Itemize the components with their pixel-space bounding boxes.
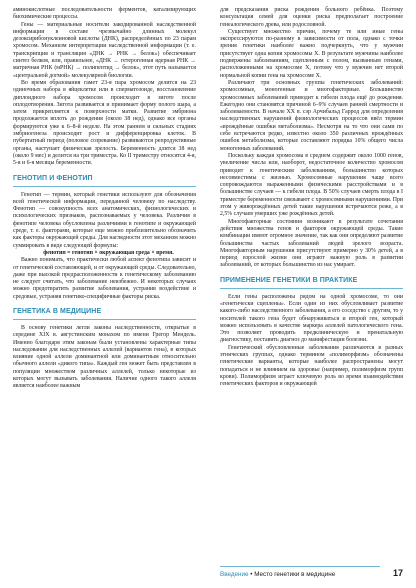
paragraph-gametes: Во время образования гамет 23-я пара хромосом делится на 23 одиночных набора в яйцеклетке или в сперматозоиде, восстановление диплоидного набора хромосом происходит в зиготе после оплодотворения. Зигота развивается и принимает форму полого шара, а затем прикрепляется к поверхности матки. Развитие эмбриона продолжается вплоть до рождения (около 38 нед), однако все органы формируются уже к 6–8-й неделе. На этом раннем и сильных стадиях эмбриогенеза происходит рост и дифференцировка клеток. В пубертатный период (половое созревание) развиваются репродуктивные органы, наступает физическая зрелость. Беременность длится 38 нед (около 9 мес) и делится на три триместра. Ко II триместру относятся 4-я, 5-я и 6-я месяцы беременности. (13, 79, 196, 167)
footer-chapter: Место генетики в медицине (254, 571, 336, 578)
paragraph: для предсказания риска рождения больного ребёнка. Поэтому консультация семей для оценки риска предполагает построение генеалогического древа, или родословной. (220, 7, 403, 28)
footer-section: Введение (220, 571, 249, 578)
paragraph-linkage: Если гены расположены рядом на одной хромосоме, то они «генетически сцеплены». Если один из них обусловливает развитие какого-либо наследственного заболевания, а его соседство с другим, то у носителей такого гена будет обнаруживаться и второй ген, который можно использовать в качестве маркера аллелей патологического гена. Это позволяет проводить предклиническую и пренатальную диагностику, поставить диагноз до манифестации болезни. (220, 293, 403, 344)
paragraph-genes: Гены — материальные носители закодированной наследственной информации в составе чрезвычайно длинных молекул дезоксирибонуклеиновой кислоты (ДНК), распределённых по 23 парам хромосом. Механизм интерпретации наследственной информации (т. е. транскрипция и трансляция «ДНК → РНК → белок») обеспечивает синтез белков, или, правильнее, «ДНК → гетерогенная ядерная РНК → матричная РНК (мРНК) → полипептид → белок», этот путь называется «центральной догмой» молекулярной биологии. (13, 21, 196, 79)
paragraph-polymorphism: Генетический обусловленные заболевания различаются в разных этнических группах, однако термином «полиморфизм» обозначены генетические варианты, которые наиболее распространены могут попадаться и не влиянием на здоровье (например, полиморфизм групп крови). Полиморфизм играет ключевую роль во время взаимодействия генетических факторов и окружающей (220, 344, 403, 388)
paragraph-chromosomes: Поскольку каждая хромосома в среднем содержит около 1000 генов, увеличение числа или, наоборот, недостаточное количество хромосом приводит к генетическим заболеваниям, большинство которых несовместимы с жизнью. Хромосомные нарушения чаще всего сопровождаются выраженными физическими расстройствами и в большинстве случаев — к гибели плода. В 50% случаев смерть плода в I триместре беременности связывают с хромосомными нарушениями. При этом у живорождённых детей такие нарушения встречаются реже, а в 2,5% случаев умерших уже рождённых детей. (220, 152, 403, 218)
footer-rule (220, 566, 380, 567)
section-heading-genetics-in-medicine: ГЕНЕТИКА В МЕДИЦИНЕ (13, 308, 196, 320)
paragraph-sex-linked: Существует множество причин, почему те или иные гены экспрессируются по-разному в зависимости от пола, однако с точки зрения генетики наиболее важно подчеркнуть, что у мужчин присутствует одна копия хромосомы X. В результате мужчины наиболее подвержены заболеваниям, сцепленным с полом, вызванным генами, расположенными на хромосоме X, потому что у мужчин нет второй нормальной копии гена на хромосоме X. (220, 28, 403, 79)
page-footer (220, 568, 403, 582)
paragraph: аминокислотные последовательности ферментов, катализирующих биохимические процессы. (13, 7, 196, 21)
paragraph-mendel: В основу генетики легли законы наследственности, открытые в середине XIX в. августинским монахом по имени Грегор Мендель. Именно благодаря этим законам были установлены характерные типы наследования для наследственных аллелей (вариантов гена), в которых влияние одной аллели доминантной или доминантным относительно обычного аллели «дикого типа». Каждый ген может быть представлен в популяции множеством различных аллелей, только некоторые из которых могут вызывать заболевания. Наличие одного такого аллеля является наиболее важным (13, 324, 196, 390)
running-footer (220, 571, 335, 578)
footer-bullet: • (250, 571, 253, 578)
paragraph-multifactorial: Многофакторные состояния возникают в результате сочетания действия множества генов и факторов окружающей среды. Такие комбинации имеют огромное значение, так как они определяют развитие большинства частых заболеваний людей зрелого возраста. Многофакторным нарушения присутствуют примерно у 30% детей, а в период взрослой жизни они играют важную роль в развитии заболеваний, от которых большинство из нас умирает. (220, 218, 403, 269)
page-number: 17 (392, 568, 403, 578)
paragraph-genotype: Генотип — термин, который генетики используют для обозначения всей генетической информации, переданной человеку по наследству. Фенотип — совокупность всех анатомических, физиологических и психологических признаков, распознаваемых у человека. Различия в фенотипе человека обусловлены различиями в генотипе и окружающей среде, т. е. факторами, которые еще можно приблизительно обозначить как факторы окружающей среды. Для наглядности этот механизм можно суммировать в виде следующей формулы: (13, 191, 196, 249)
section-heading-applied-genetics: ПРИМЕНЕНИЕ ГЕНЕТИКИ В ПРАКТИКЕ (220, 277, 403, 289)
paragraph-disease-groups: Различают три основных группы генетических заболеваний: хромосомные, моногенные и многофакторные. Большинство хромосомных заболеваний приводит к гибели плода ещё до рождения. Ежегодно они становятся причиной 6–9% случаев ранней смертности и заболеваемости. В начале XX в. сэр Арчибальд Гаррод для определения наследственных нарушений физиологических процессов ввёл термин «врождённые ошибки метаболизма». Несмотря на то что они сами по себе встречаются редко, известно около 350 различных врождённых ошибок метаболизма, которые составляют порядка 10% общего числа моногенных заболеваний. (220, 79, 403, 152)
phenotype-formula: фенотип = генотип × окружающая среда × время. (43, 249, 174, 256)
paragraph-environment: Важно понимать, что практически любой аспект фенотипа зависит и от генетической составляющей, и от окружающей среды. Следовательно, даже при высокой предрасположенности к генетическому заболеванию не следует считать, что заболевание неизбежно. И некоторых случаях можно предотвратить развитие заболевания, устранив воздействие и средовые, устраняя генетико-специфичные факторы риска. (13, 257, 196, 300)
left-column (13, 7, 196, 391)
section-heading-genotype-phenotype: ГЕНОТИП И ФЕНОТИП (13, 175, 196, 187)
right-column (220, 7, 403, 389)
